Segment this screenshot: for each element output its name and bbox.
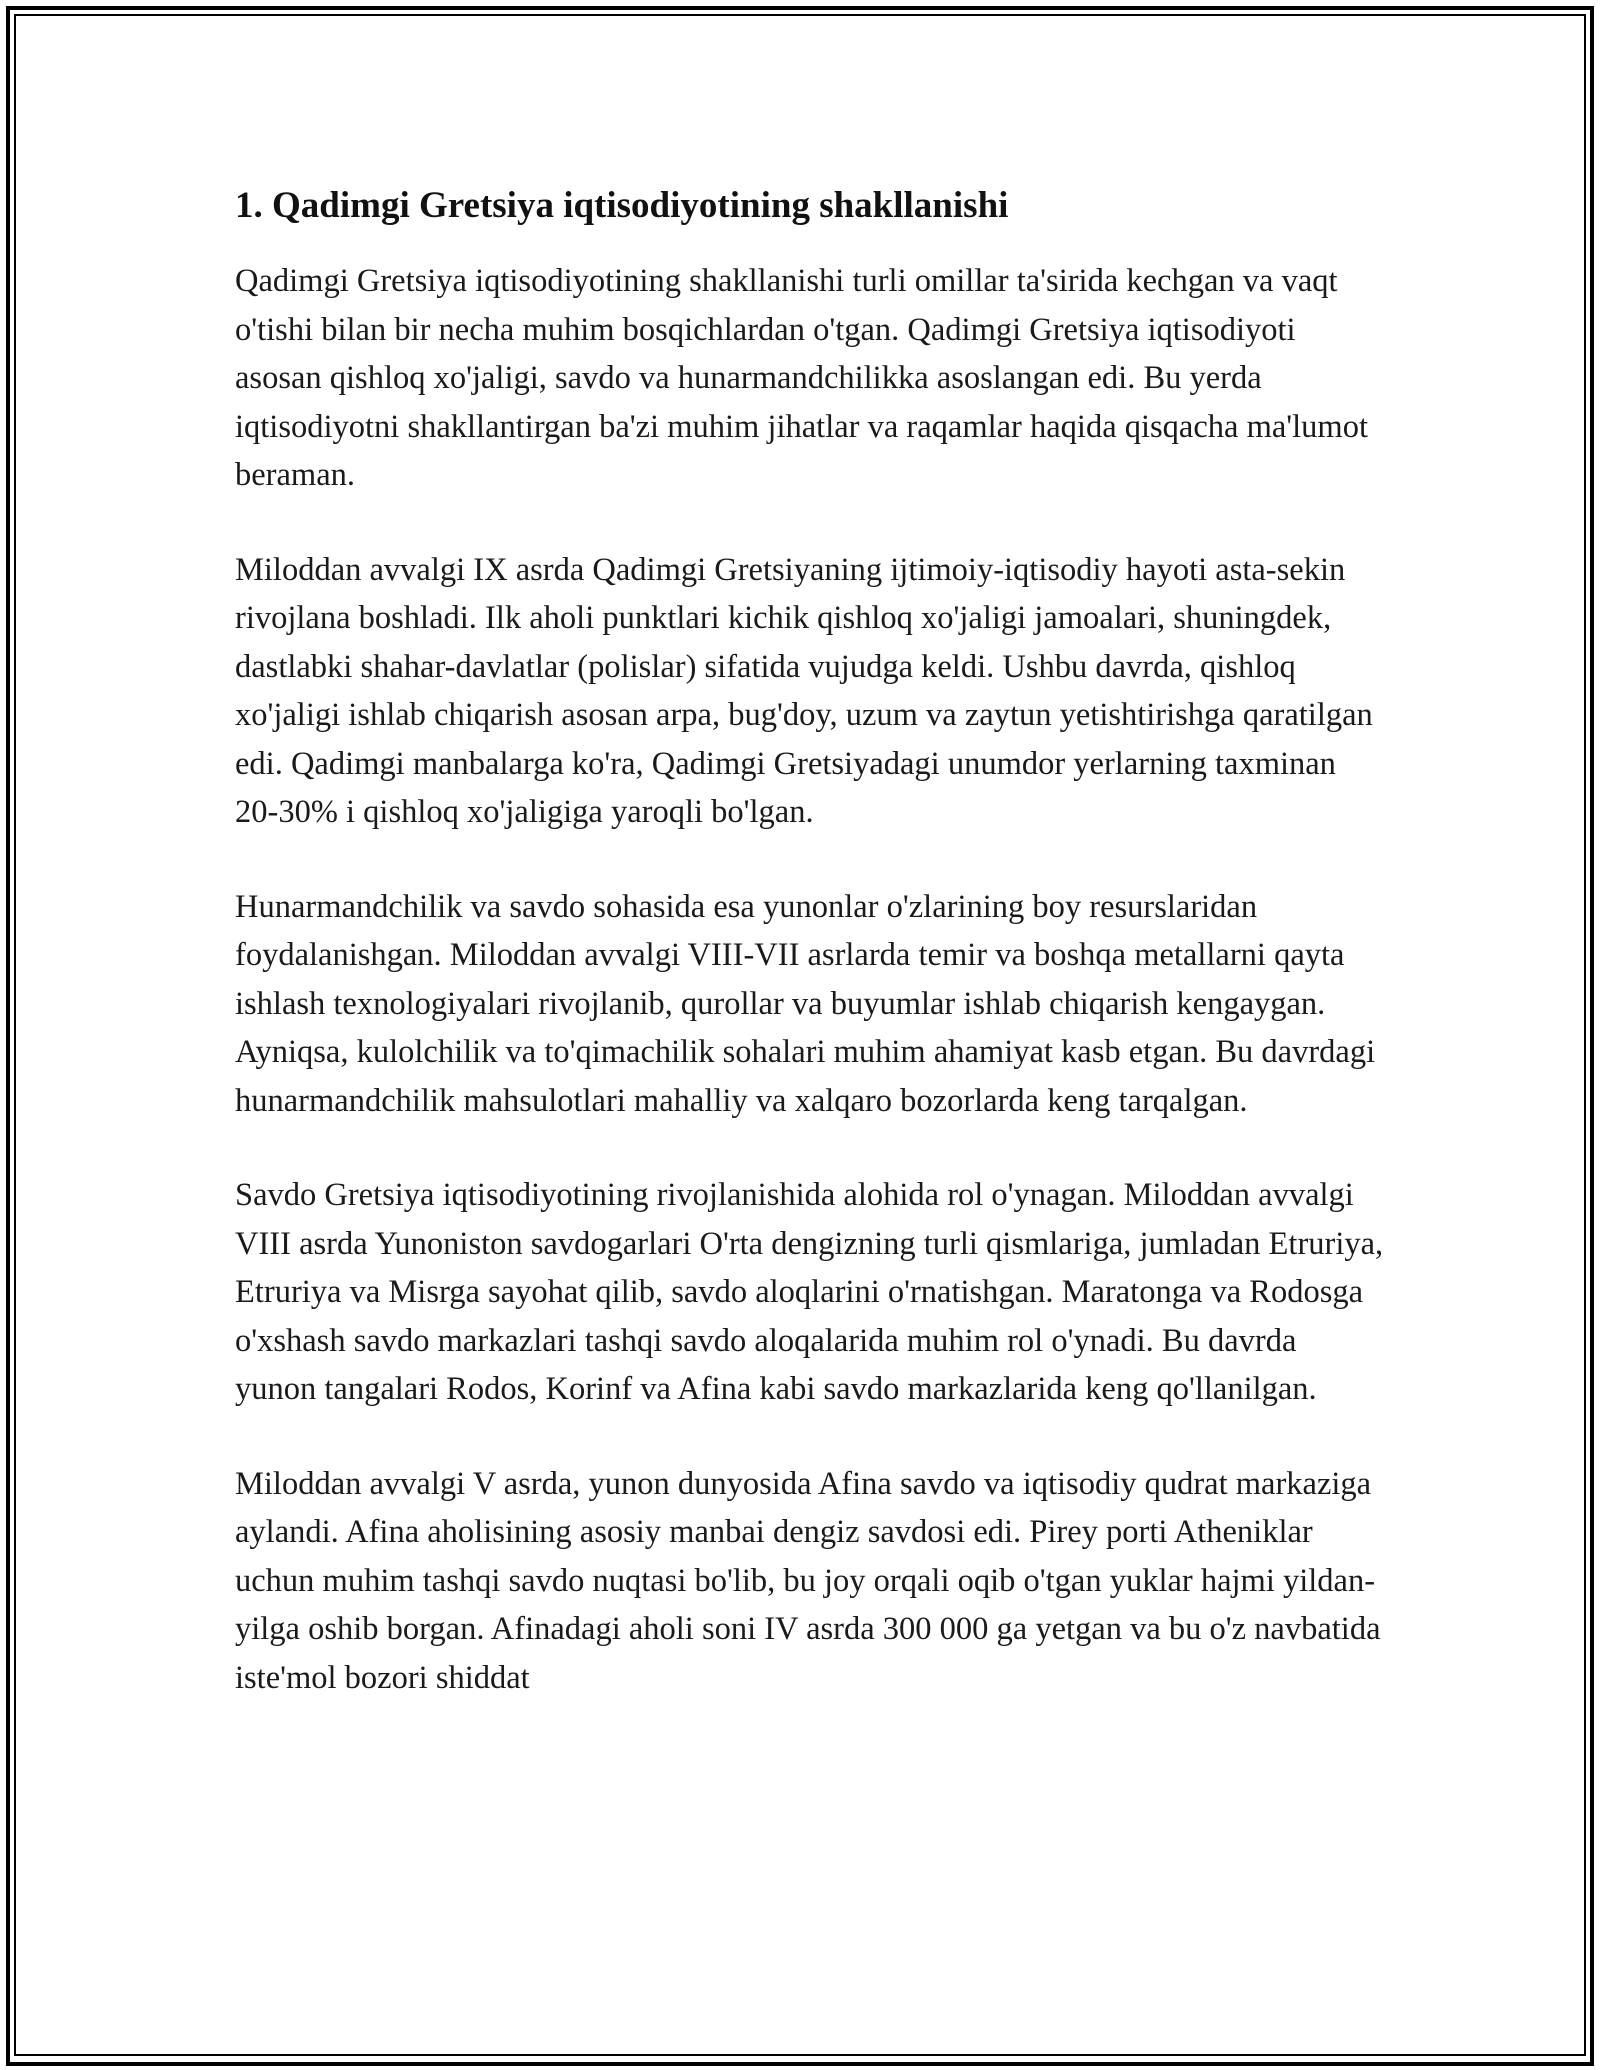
- paragraph-intro: Qadimgi Gretsiya iqtisodiyotining shakllanishi turli omillar ta'sirida kechgan va vaqt o'tishi bilan bir necha muhim bosqichlardan o'tgan. Qadimgi Gretsiya iqtisodiyoti asosan qishloq xo'jaligi, savdo va hunarmandchilikka asoslangan edi. Bu yerda iqtisodiyotni shakllantirgan ba'zi muhim jihatlar va raqamlar haqida qisqacha ma'lumot beraman.: [235, 263, 1368, 493]
- paragraph-ix-century: Miloddan avvalgi IX asrda Qadimgi Gretsiyaning ijtimoiy-iqtisodiy hayoti asta-sekin rivojlana boshladi. Ilk aholi punktlari kichik qishloq xo'jaligi jamoalari, shuningdek, dastlabki shahar-davlatlar (polislar) sifatida vujudga keldi. Ushbu davrda, qishloq xo'jaligi ishlab chiqarish asosan arpa, bug'doy, uzum va zaytun yetishtirishga qaratilgan edi. Qadimgi manbalarga ko'ra, Qadimgi Gretsiyadagi unumdor yerlarning taxminan 20-30% i qishloq xo'jaligiga yaroqli bo'lgan.: [235, 551, 1373, 830]
- document-body: [235, 180, 1385, 1748]
- paragraph-trade: Savdo Gretsiya iqtisodiyotining rivojlanishida alohida rol o'ynagan. Miloddan avvalgi VIII asrda Yunoniston savdogarlari O'rta dengizning turli qismlariga, jumladan Etruriya, Etruriya va Misrga sayohat qilib, savdo aloqlarini o'rnatishgan. Maratonga va Rodosga o'xshash savdo markazlari tashqi savdo aloqalarida muhim rol o'ynadi. Bu davrda yunon tangalari Rodos, Korinf va Afina kabi savdo markazlarida keng qo'llanilgan.: [235, 1177, 1384, 1407]
- section-heading: 1. Qadimgi Gretsiya iqtisodiyotining shakllanishi: [235, 185, 1009, 226]
- paragraph-athens: Miloddan avvalgi V asrda, yunon dunyosida Afina savdo va iqtisodiy qudrat markaziga aylandi. Afina aholisining asosiy manbai dengiz savdosi edi. Pirey porti Atheniklar uchun muhim tashqi savdo nuqtasi bo'lib, bu joy orqali oqib o'tgan yuklar hajmi yildan-yilga oshib borgan. Afinadagi aholi soni IV asrda 300 000 ga yetgan va bu o'z navbatida iste'mol bozori shiddat: [235, 1465, 1381, 1696]
- paragraph-crafts: Hunarmandchilik va savdo sohasida esa yunonlar o'zlarining boy resurslaridan foydalanishgan. Miloddan avvalgi VIII-VII asrlarda temir va boshqa metallarni qayta ishlash texnologiyalari rivojlanib, qurollar va buyumlar ishlab chiqarish kengaygan. Ayniqsa, kulolchilik va to'qimachilik sohalari muhim ahamiyat kasb etgan. Bu davrdagi hunarmandchilik mahsulotlari mahalliy va xalqaro bozorlarda keng tarqalgan.: [235, 888, 1376, 1119]
